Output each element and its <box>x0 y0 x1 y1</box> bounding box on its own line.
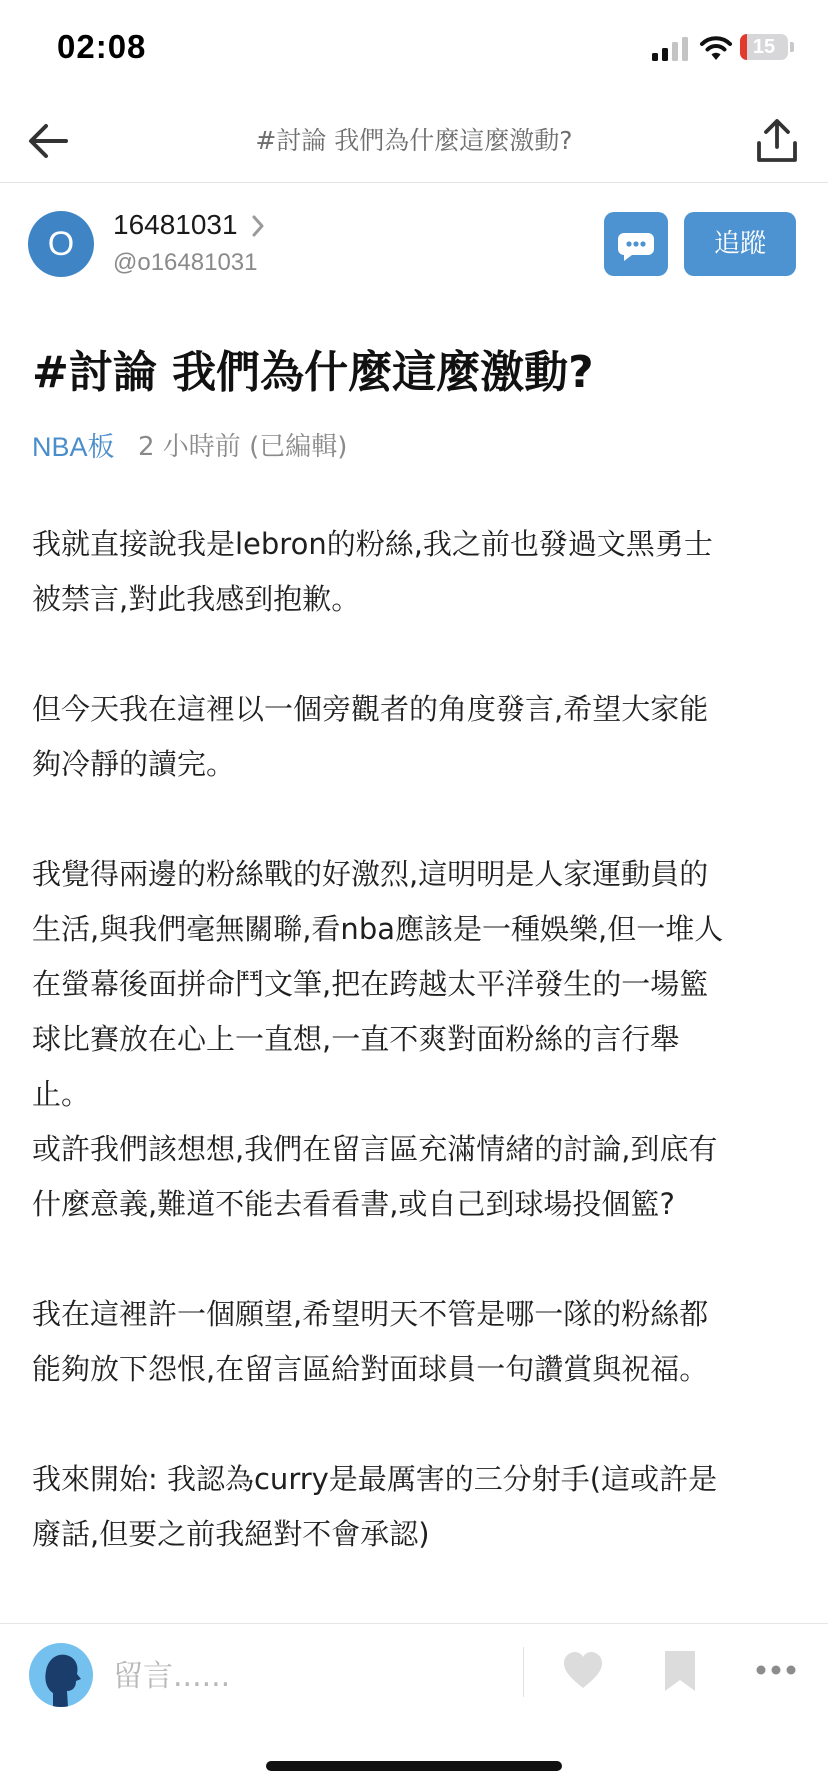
post-title: #討論 我們為什麼這麼激動? <box>32 347 594 398</box>
follow-button[interactable]: 追蹤 <box>684 212 796 276</box>
post-line: 廢話,但要之前我絕對不會承認) <box>32 1517 430 1551</box>
post-line: 但今天我在這裡以一個旁觀者的角度發言,希望大家能 <box>32 692 709 726</box>
post-meta: 2 小時前 (已編輯) <box>138 432 348 462</box>
author-avatar[interactable]: O <box>28 211 94 277</box>
post-line: 在螢幕後面拼命鬥文筆,把在跨越太平洋發生的一場籃 <box>32 967 709 1001</box>
battery-percentage: 15 <box>752 36 776 58</box>
chat-bubble-icon <box>604 212 668 276</box>
comment-input[interactable] <box>113 1655 513 1697</box>
post-line: 我覺得兩邊的粉絲戰的好激烈,這明明是人家運動員的 <box>32 857 709 891</box>
battery-cap <box>790 42 794 52</box>
author-handle: @o16481031 <box>113 249 258 276</box>
nav-title: #討論 我們為什麼這麼激動? <box>255 126 573 155</box>
wifi-icon <box>700 35 732 61</box>
comment-bar-divider <box>523 1647 524 1697</box>
post-body <box>32 517 792 1562</box>
board-link[interactable]: NBA板 <box>32 432 115 462</box>
user-avatar[interactable] <box>29 1643 93 1707</box>
more-horizontal-icon[interactable] <box>755 1660 797 1680</box>
post-line: 我就直接說我是lebron的粉絲,我之前也發過文黑勇士 <box>32 527 713 561</box>
message-button[interactable] <box>604 212 668 276</box>
heart-icon[interactable] <box>562 1650 604 1690</box>
cellular-signal-icon <box>652 37 692 61</box>
post-line: 夠冷靜的讀完。 <box>32 747 236 781</box>
home-indicator <box>266 1761 562 1771</box>
post-line: 什麼意義,難道不能去看看書,或自己到球場投個籃? <box>32 1187 675 1221</box>
chevron-right-icon[interactable] <box>249 213 267 239</box>
post-line: 能夠放下怨恨,在留言區給對面球員一句讚賞與祝福。 <box>32 1352 709 1386</box>
post-line: 我來開始: 我認為curry是最厲害的三分射手(這或許是 <box>32 1462 718 1496</box>
post-line: 我在這裡許一個願望,希望明天不管是哪一隊的粉絲都 <box>32 1297 709 1331</box>
bottom-bar-divider <box>0 1623 828 1624</box>
post-line: 生活,與我們毫無關聯,看nba應該是一種娛樂,但一堆人 <box>32 912 724 946</box>
post-line: 被禁言,對此我感到抱歉。 <box>32 582 361 616</box>
user-silhouette-icon <box>29 1643 93 1707</box>
post-line: 球比賽放在心上一直想,一直不爽對面粉絲的言行舉 <box>32 1022 680 1056</box>
bookmark-icon[interactable] <box>662 1649 698 1693</box>
back-arrow-icon[interactable] <box>26 118 72 164</box>
post-line: 或許我們該想想,我們在留言區充滿情緒的討論,到底有 <box>32 1132 718 1166</box>
battery-icon <box>740 34 788 60</box>
author-name[interactable]: 16481031 <box>113 209 238 240</box>
post-line: 止。 <box>32 1077 91 1111</box>
header-divider <box>0 182 828 183</box>
share-icon[interactable] <box>754 117 800 165</box>
status-time: 02:08 <box>57 28 147 65</box>
